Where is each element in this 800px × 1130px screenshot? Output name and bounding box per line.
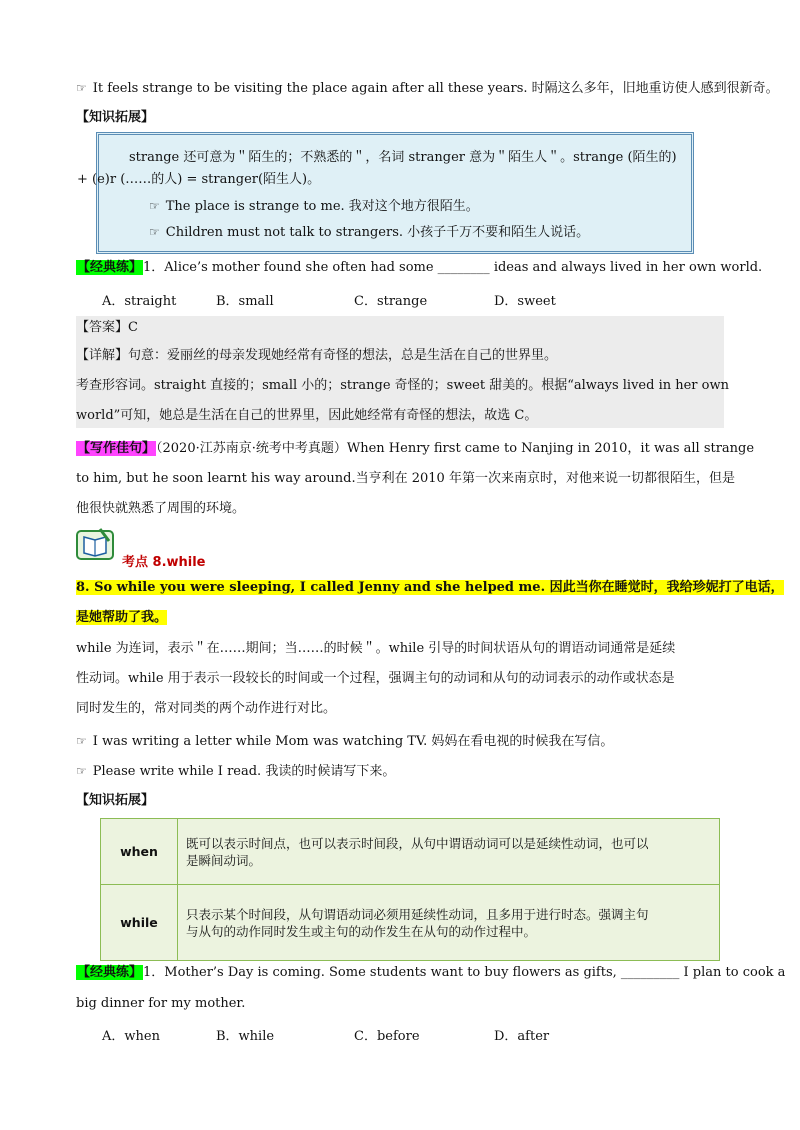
option-d: D．after bbox=[494, 1029, 550, 1044]
writing-tag: 【写作佳句】 bbox=[77, 441, 156, 456]
book-icon bbox=[76, 527, 114, 561]
table-value: 既可以表示时间点，也可以表示时间段，从句中谓语动词可以是延续性动词，也可以 是瞬间动词。 bbox=[178, 819, 720, 885]
table-row bbox=[101, 819, 720, 885]
example-line: ☞ I was writing a letter while Mom was watching TV. 妈妈在看电视的时候我在写信。 bbox=[76, 734, 614, 749]
table-key: while bbox=[101, 885, 178, 961]
box-text: + (e)r (……的人) = stranger(陌生人)。 bbox=[77, 172, 321, 187]
table-row bbox=[101, 885, 720, 961]
pointing-hand-icon: ☞ bbox=[76, 734, 87, 748]
pointing-hand-icon: ☞ bbox=[149, 225, 160, 239]
option-a: A．straight bbox=[102, 294, 177, 309]
option-d: D．sweet bbox=[494, 294, 556, 309]
option-c: C．strange bbox=[354, 294, 428, 309]
knowledge-box bbox=[77, 132, 694, 254]
option-b: B．while bbox=[216, 1029, 275, 1044]
box-text: strange 还可意为＂陌生的；不熟悉的＂，名词 stranger 意为＂陌生人＂。strange (陌生的) bbox=[129, 150, 677, 165]
answer-detail: 考查形容词。straight 直接的；small 小的；strange 奇怪的；sweet 甜美的。根据“always lived in her own bbox=[76, 378, 729, 393]
kaodian-title: 考点 8.while bbox=[122, 555, 206, 570]
practice-tag: 【经典练】 bbox=[77, 965, 143, 980]
explanation: 性动词。while 用于表示一段较长的时间或一个过程，强调主句的动词和从句的动词表示的动作或状态是 bbox=[76, 671, 675, 686]
writing-sentence: to him, but he soon learnt his way around.当亨利在 2010 年第一次来南京时，对他来说一切都很陌生，但是 bbox=[76, 471, 735, 486]
section-title: 【知识拓展】 bbox=[76, 110, 155, 125]
box-example: ☞ The place is strange to me. 我对这个地方很陌生。 bbox=[149, 199, 479, 214]
answer-detail: 【详解】句意：爱丽丝的母亲发现她经常有奇怪的想法，总是生活在自己的世界里。 bbox=[76, 348, 558, 363]
option-b: B．small bbox=[216, 294, 274, 309]
explanation: 同时发生的，常对同类的两个动作进行对比。 bbox=[76, 701, 337, 716]
answer: 【答案】C bbox=[76, 320, 138, 335]
table-value: 只表示某个时间段，从句谓语动词必须用延续性动词，且多用于进行时态。强调主句 与从句的动作同时发生或主句的动作发生在从句的动作过程中。 bbox=[178, 885, 720, 961]
key-sentence: 8. So while you were sleeping, I called Jenny and she helped me. 因此当你在睡觉时，我给珍妮打了电话， bbox=[76, 580, 784, 595]
writing-sentence: 【写作佳句】（2020·江苏南京·统考中考真题）When Henry first came to Nanjing in 2010，it was all strange bbox=[77, 441, 755, 456]
writing-sentence: 他很快就熟悉了周围的环境。 bbox=[76, 501, 246, 516]
pointing-hand-icon: ☞ bbox=[76, 764, 87, 778]
option-c: C．before bbox=[354, 1029, 420, 1044]
table-key: when bbox=[101, 819, 178, 885]
practice-question: 【经典练】1．Mother’s Day is coming. Some students want to buy flowers as gifts, _________ I plan to cook a bbox=[77, 965, 786, 980]
practice-tag: 【经典练】 bbox=[77, 260, 143, 275]
pointing-hand-icon: ☞ bbox=[76, 81, 87, 95]
practice-question: big dinner for my mother. bbox=[76, 996, 246, 1011]
answer-detail: world”可知，她总是生活在自己的世界里，因此她经常有奇怪的想法，故选 C。 bbox=[76, 408, 538, 423]
example-line: ☞ It feels strange to be visiting the place again after all these years. 时隔这么多年，旧地重访使人感到很新奇。 bbox=[76, 81, 779, 96]
practice-question: 【经典练】1．Alice’s mother found she often had some ________ ideas and always lived in her own world. bbox=[77, 260, 763, 275]
option-a: A．when bbox=[102, 1029, 160, 1044]
key-sentence: 是她帮助了我。 bbox=[76, 610, 168, 625]
comparison-table bbox=[100, 818, 720, 961]
explanation: while 为连词，表示＂在……期间；当……的时候＂。while 引导的时间状语从句的谓语动词通常是延续 bbox=[76, 641, 676, 656]
box-example: ☞ Children must not talk to strangers. 小孩子千万不要和陌生人说话。 bbox=[149, 225, 590, 240]
pointing-hand-icon: ☞ bbox=[149, 199, 160, 213]
section-title: 【知识拓展】 bbox=[76, 793, 155, 808]
example-line: ☞ Please write while I read. 我读的时候请写下来。 bbox=[76, 764, 396, 779]
